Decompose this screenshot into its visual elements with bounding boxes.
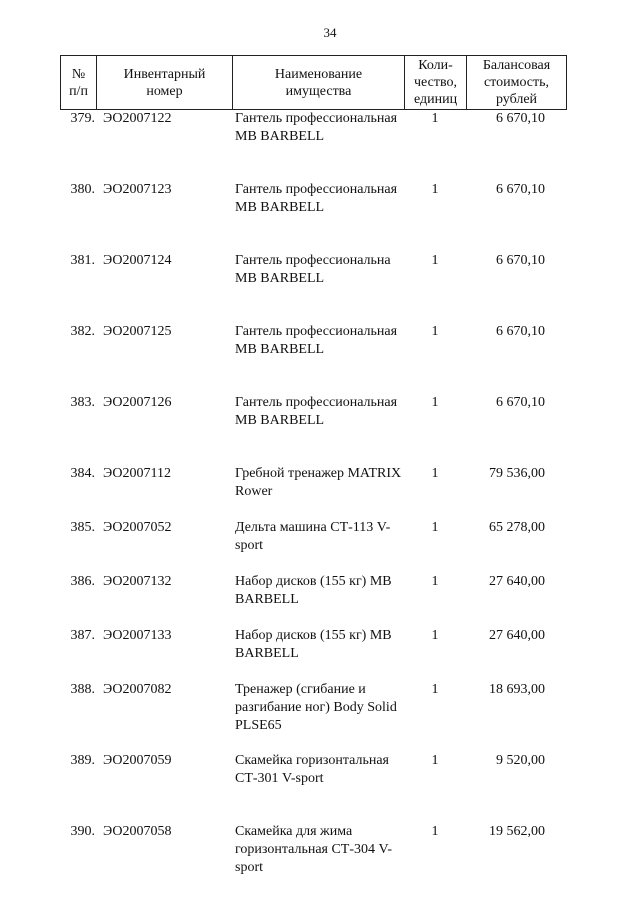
header-quantity: Коли- чество, единиц (405, 56, 467, 109)
quantity: 1 (431, 753, 439, 768)
inventory-number: ЭО2007058 (103, 824, 172, 839)
row-number: 381. (70, 253, 95, 268)
row-number: 382. (70, 324, 95, 339)
inventory-number: ЭО2007082 (103, 682, 172, 697)
table-header (60, 55, 567, 110)
header-balance-cost: Балансовая стоимость, рублей (482, 58, 551, 107)
balance-cost: 18 693,00 (489, 682, 545, 697)
header-number: № п/п (61, 56, 97, 109)
balance-cost: 9 520,00 (496, 753, 545, 768)
header-property-name: Наименование имущества (233, 56, 405, 109)
quantity: 1 (431, 111, 439, 126)
quantity: 1 (431, 628, 439, 643)
quantity: 1 (431, 253, 439, 268)
property-name: Тренажер (сгибание и разгибание ног) Body Solid PLSE65 (235, 682, 397, 733)
balance-cost: 19 562,00 (489, 824, 545, 839)
inventory-number: ЭО2007124 (103, 253, 172, 268)
quantity: 1 (431, 520, 439, 535)
quantity: 1 (431, 682, 439, 697)
row-number: 380. (70, 182, 95, 197)
row-number: 385. (70, 520, 95, 535)
row-number: 383. (70, 395, 95, 410)
balance-cost: 6 670,10 (496, 182, 545, 197)
balance-cost: 79 536,00 (489, 466, 545, 481)
inventory-number: ЭО2007125 (103, 324, 172, 339)
balance-cost: 27 640,00 (489, 628, 545, 643)
row-number: 387. (70, 628, 95, 643)
row-number: 389. (70, 753, 95, 768)
inventory-number: ЭО2007122 (103, 111, 172, 126)
property-name: Гантель профессиональна MB BARBELL (235, 253, 391, 286)
inventory-number: ЭО2007126 (103, 395, 172, 410)
balance-cost: 27 640,00 (489, 574, 545, 589)
property-name: Дельта машина СТ-113 V-sport (235, 520, 391, 553)
property-name: Гантель профессиональная MB BARBELL (235, 395, 398, 428)
balance-cost: 6 670,10 (496, 111, 545, 126)
property-name: Набор дисков (155 кг) MB BARBELL (235, 628, 392, 661)
quantity: 1 (431, 182, 439, 197)
row-number: 386. (70, 574, 95, 589)
balance-cost: 6 670,10 (496, 324, 545, 339)
inventory-number: ЭО2007052 (103, 520, 172, 535)
row-number: 379. (70, 111, 95, 126)
inventory-number: ЭО2007123 (103, 182, 172, 197)
property-name: Гантель профессиональная MB BARBELL (235, 324, 398, 357)
property-name: Набор дисков (155 кг) MB BARBELL (235, 574, 392, 607)
inventory-number: ЭО2007059 (103, 753, 172, 768)
row-number: 384. (70, 466, 95, 481)
property-name: Гребной тренажер MATRIX Rower (235, 466, 402, 499)
quantity: 1 (431, 574, 439, 589)
property-name: Скамейка для жима горизонтальная СТ-304 V-sport (235, 824, 393, 875)
property-name: Скамейка горизонтальная СТ-301 V-sport (235, 753, 389, 786)
inventory-number: ЭО2007112 (103, 466, 172, 481)
balance-cost: 6 670,10 (496, 395, 545, 410)
row-number: 390. (70, 824, 95, 839)
property-name: Гантель профессиональная MB BARBELL (235, 182, 398, 215)
row-number: 388. (70, 682, 95, 697)
quantity: 1 (431, 824, 439, 839)
header-inventory-number: Инвентарный номер (97, 56, 233, 109)
inventory-number: ЭО2007132 (103, 574, 172, 589)
page-number: 34 (323, 25, 337, 40)
balance-cost: 6 670,10 (496, 253, 545, 268)
quantity: 1 (431, 466, 439, 481)
balance-cost: 65 278,00 (489, 520, 545, 535)
inventory-number: ЭО2007133 (103, 628, 172, 643)
property-name: Гантель профессиональная MB BARBELL (235, 111, 398, 144)
quantity: 1 (431, 395, 439, 410)
quantity: 1 (431, 324, 439, 339)
